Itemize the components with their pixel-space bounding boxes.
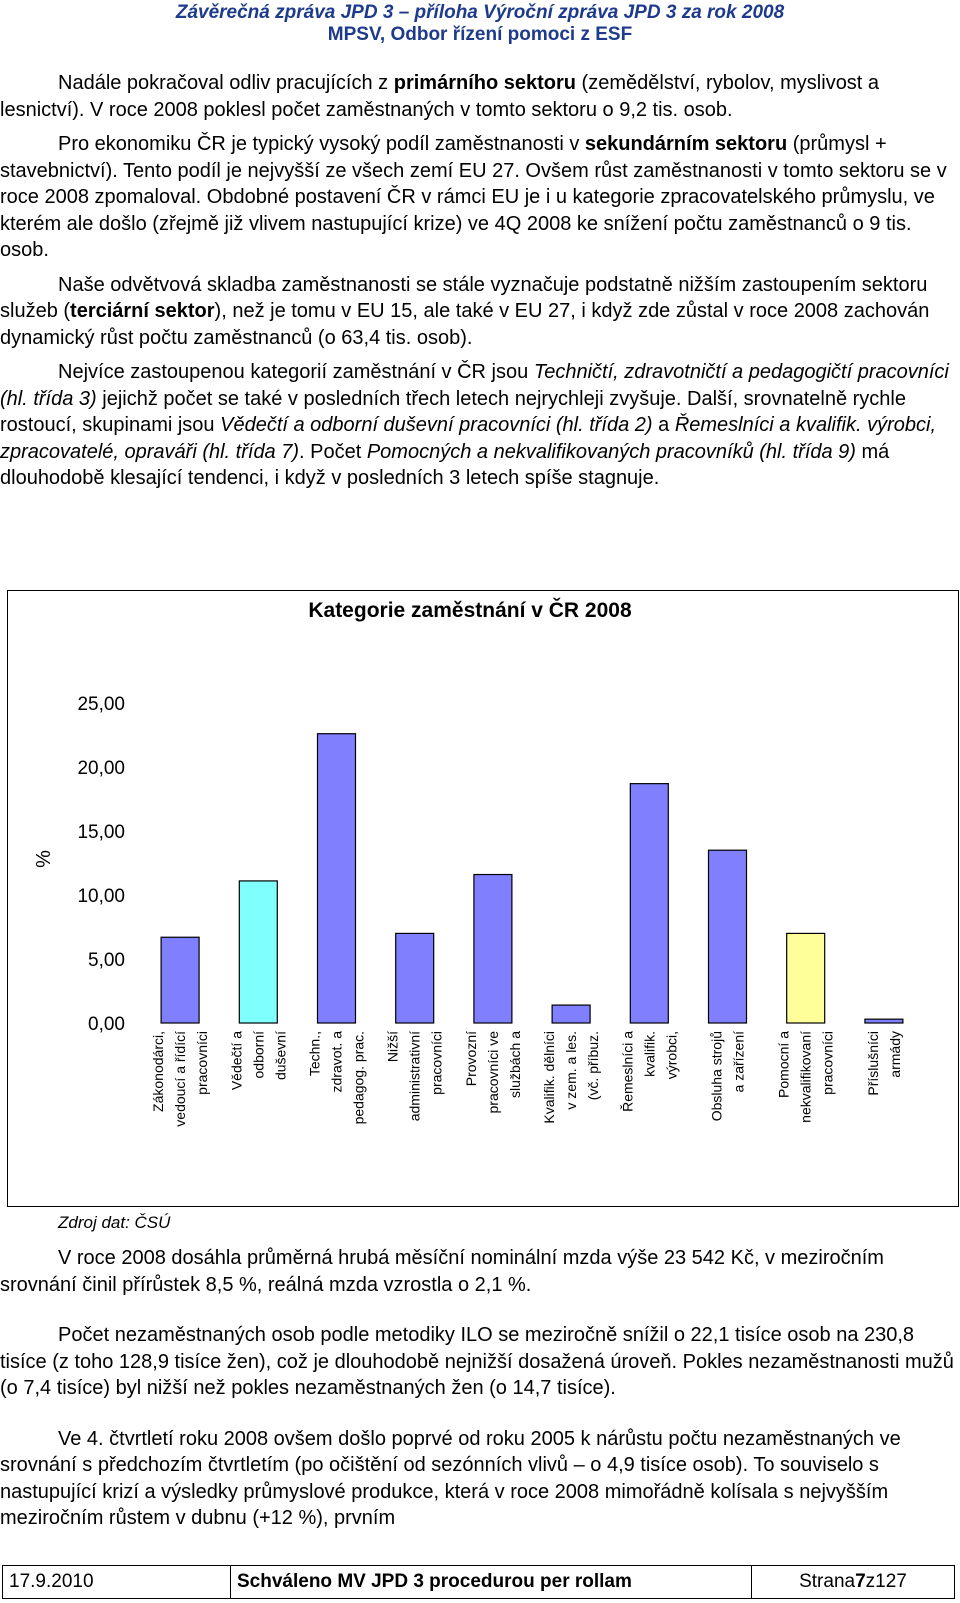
paragraph-secondary-sector: Pro ekonomiku ČR je typický vysoký podíl zaměstnanosti v sekundárním sektoru (průmysl + stavebnictví). Tento podíl je nejvyšší ze všech zemí EU 27. Ovšem růst zaměstnanosti v tomto sektoru se v roce 2008 zpomaloval. Obdobné postavení ČR v rámci EU je i u kategorie zpracovatelského průmyslu, ve kterém ale došlo (zřejmě již vlivem nastupující krize) ve 4Q 2008 ke snížení počtu zaměstnanců o 9 tis. osob. — [0, 133, 947, 261]
x-tick-label: Pomocní a nekvalifikovaní pracovníci — [775, 1031, 836, 1123]
paragraph-unemployment: Počet nezaměstnaných osob podle metodiky ILO se meziročně snížil o 22,1 tisíce osob na 230,8 tisíce (z toho 128,9 tisíce žen), což je dlouhodobě nejnižší dosažená úroveň. Pokles nezaměstnanosti mužů (o 7,4 tisíce) byl nižší než pokles nezaměstnaných žen (o 14,7 tisíce). — [0, 1324, 954, 1399]
y-tick-label: 25,00 — [77, 694, 125, 715]
bar — [630, 784, 668, 1023]
y-tick-label: 15,00 — [77, 822, 125, 843]
x-tick-label: Vědečtí a odborní duševní — [228, 1031, 289, 1091]
x-tick-label: Řemeslníci a kvalifik. výrobci, — [619, 1031, 680, 1112]
x-tick-label: Kvalifik. dělníci v zem. a les. (vč. příbuz. — [541, 1031, 602, 1124]
bars — [161, 734, 903, 1023]
body-text-bottom — [0, 1245, 958, 1540]
x-tick-label: Zákonodárci, vedoucí a řídící pracovníci — [150, 1031, 211, 1127]
paragraph-q4: Ve 4. čtvrtletí roku 2008 ovšem došlo poprvé od roku 2005 k nárůstu počtu nezaměstnaných ve srovnání s předchozím čtvrtletím (po očištění od sezónních vlivů – o 4,9 tisíce osob). To souviselo s nastupující krizí a výsledky průmyslové produkce, která v roce 2008 mimořádně kolísala s nejvyšším meziročním růstem v dubnu (+12 %), prvním — [0, 1427, 901, 1529]
y-tick-label: 20,00 — [77, 758, 125, 779]
x-tick-label: Příslušníci armády — [864, 1031, 903, 1096]
employment-category-chart — [8, 591, 958, 1206]
footer-approval: Schváleno MV JPD 3 procedurou per rollam — [231, 1566, 752, 1598]
chart-frame — [7, 590, 959, 1207]
y-tick-label: 10,00 — [77, 886, 125, 907]
chart-title: Kategorie zaměstnání v ČR 2008 — [308, 599, 632, 622]
x-axis-labels — [150, 1031, 903, 1127]
x-tick-label: Techn., zdravot. a pedagog. prac. — [306, 1031, 367, 1125]
y-axis-label: % — [33, 850, 55, 868]
y-axis-ticks — [77, 694, 125, 1035]
paragraph-employment-categories: Nejvíce zastoupenou kategorií zaměstnání v ČR jsou Techničtí, zdravotničtí a pedagogičtí pracovníci (hl. třída 3) jejichž počet se také v posledních třech letech nejrychleji zvyšuje. Další, srovnatelně rychle rostoucí, skupinami jsou Vědečtí a odborní duševní pracovníci (hl. třída 2) a Řemeslníci a kvalifik. výrobci, zpracovatelé, opraváři (hl. třída 7). Počet Pomocných a nekvalifikovaných pracovníků (hl. třída 9) má dlouhodobě klesající tendenci, i když v posledních 3 letech spíše stagnuje. — [0, 361, 949, 489]
header-title: Závěrečná zpráva JPD 3 – příloha Výroční zpráva JPD 3 za rok 2008 — [175, 2, 785, 23]
y-tick-label: 5,00 — [88, 950, 125, 971]
bar — [474, 875, 512, 1023]
x-tick-label: Nižší administrativní pracovníci — [384, 1031, 445, 1122]
paragraph-primary-sector: Nadále pokračoval odliv pracujících z primárního sektoru (zemědělství, rybolov, myslivost a lesnictví). V roce 2008 poklesl počet zaměstnaných v tomto sektoru o 9,2 tis. osob. — [0, 72, 880, 121]
data-source: Zdroj dat: ČSÚ — [58, 1213, 171, 1232]
paragraph-tertiary-sector: Naše odvětvová skladba zaměstnanosti se stále vyznačuje podstatně nižším zastoupením sektoru služeb (terciární sektor), než je tomu v EU 15, ale také v EU 27, i když zde zůstal v roce 2008 zachován dynamický růst počtu zaměstnanců (o 63,4 tis. osob). — [0, 273, 930, 349]
x-tick-label: Obsluha strojů a zařízení — [708, 1031, 747, 1122]
footer-page: Strana 7 z 127 — [799, 1571, 907, 1592]
footer-date: 17.9.2010 — [3, 1566, 231, 1598]
y-tick-label: 0,00 — [88, 1014, 125, 1035]
bar — [318, 734, 356, 1023]
bar — [552, 1005, 590, 1023]
paragraph-wages: V roce 2008 dosáhla průměrná hrubá měsíční nominální mzda výše 23 542 Kč, v meziročním srovnání činil přírůstek 8,5 %, reálná mzda vzrostla o 2,1 %. — [0, 1247, 884, 1296]
bar — [709, 850, 747, 1023]
bar — [787, 933, 825, 1023]
body-text-top — [0, 70, 958, 500]
page-footer — [2, 1565, 955, 1599]
x-tick-label: Provozní pracovníci ve službách a — [462, 1031, 523, 1114]
bar — [865, 1019, 903, 1023]
bar — [161, 937, 199, 1023]
bar — [239, 881, 277, 1023]
bar — [396, 933, 434, 1023]
header-subtitle: MPSV, Odbor řízení pomoci z ESF — [327, 24, 633, 45]
